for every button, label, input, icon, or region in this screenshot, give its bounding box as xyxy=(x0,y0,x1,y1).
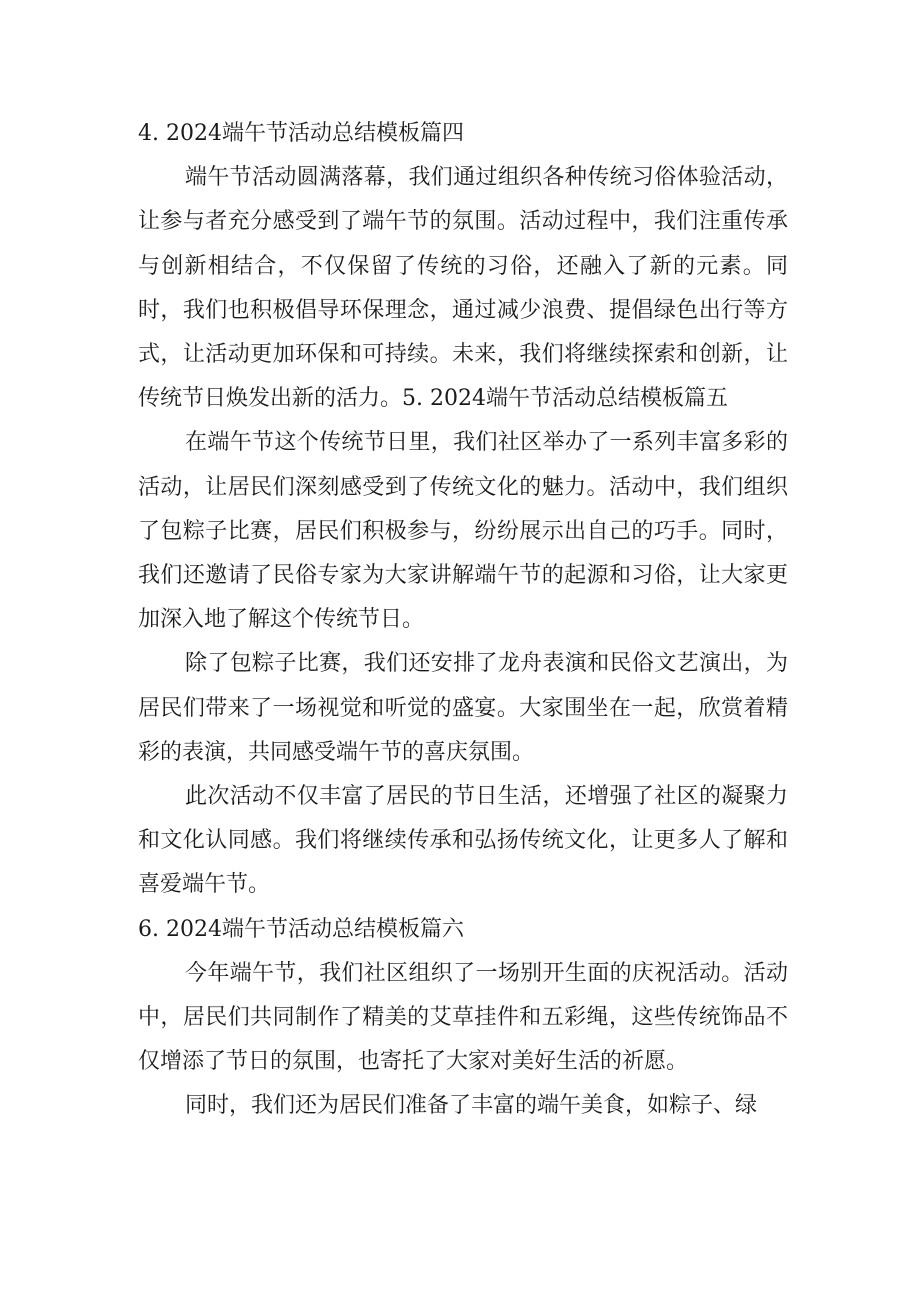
section-5-paragraph-3: 此次活动不仅丰富了居民的节日生活，还增强了社区的凝聚力和文化认同感。我们将继续传承和弘扬传统文化，让更多人了解和喜爱端午节。 xyxy=(138,784,788,898)
section-4-heading: 4. 2024端午节活动总结模板篇四 xyxy=(138,121,464,146)
section-6-paragraph-2: 同时，我们还为居民们准备了丰富的端午美食，如粽子、绿 xyxy=(185,1093,758,1119)
section-5-paragraph-1: 在端午节这个传统节日里，我们社区举办了一系列丰富多彩的活动，让居民们深刻感受到了传统文化的魅力。活动中，我们组织了包粽子比赛，居民们积极参与，纷纷展示出自己的巧手。同时，我们还邀请了民俗专家为大家讲解端午节的起源和习俗，让大家更加深入地了解这个传统节日。 xyxy=(138,430,788,633)
section-6-paragraph-1: 今年端午节，我们社区组织了一场别开生面的庆祝活动。活动中，居民们共同制作了精美的艾草挂件和五彩绳，这些传统饰品不仅增添了节日的氛围，也寄托了大家对美好生活的祈愿。 xyxy=(138,960,788,1075)
section-5-paragraph-2: 除了包粽子比赛，我们还安排了龙舟表演和民俗文艺演出，为居民们带来了一场视觉和听觉的盛宴。大家围坐在一起，欣赏着精彩的表演，共同感受端午节的喜庆氛围。 xyxy=(138,651,788,765)
section-4-paragraph-text: 端午节活动圆满落幕，我们通过组织各种传统习俗体验活动，让参与者充分感受到了端午节的氛围。活动过程中，我们注重传承与创新相结合，不仅保留了传统的习俗，还融入了新的元素。同时，我们也积极倡导环保理念，通过减少浪费、提倡绿色出行等方式，让活动更加环保和可持续。未来，我们将继续探索和创新，让传统节日焕发出新的活力。 xyxy=(138,165,788,412)
section-6-heading: 6. 2024端午节活动总结模板篇六 xyxy=(138,916,464,942)
section-5-heading: 5. 2024端午节活动总结模板篇五 xyxy=(402,386,728,412)
section-4-paragraph xyxy=(138,156,788,421)
document-body xyxy=(138,112,788,1129)
